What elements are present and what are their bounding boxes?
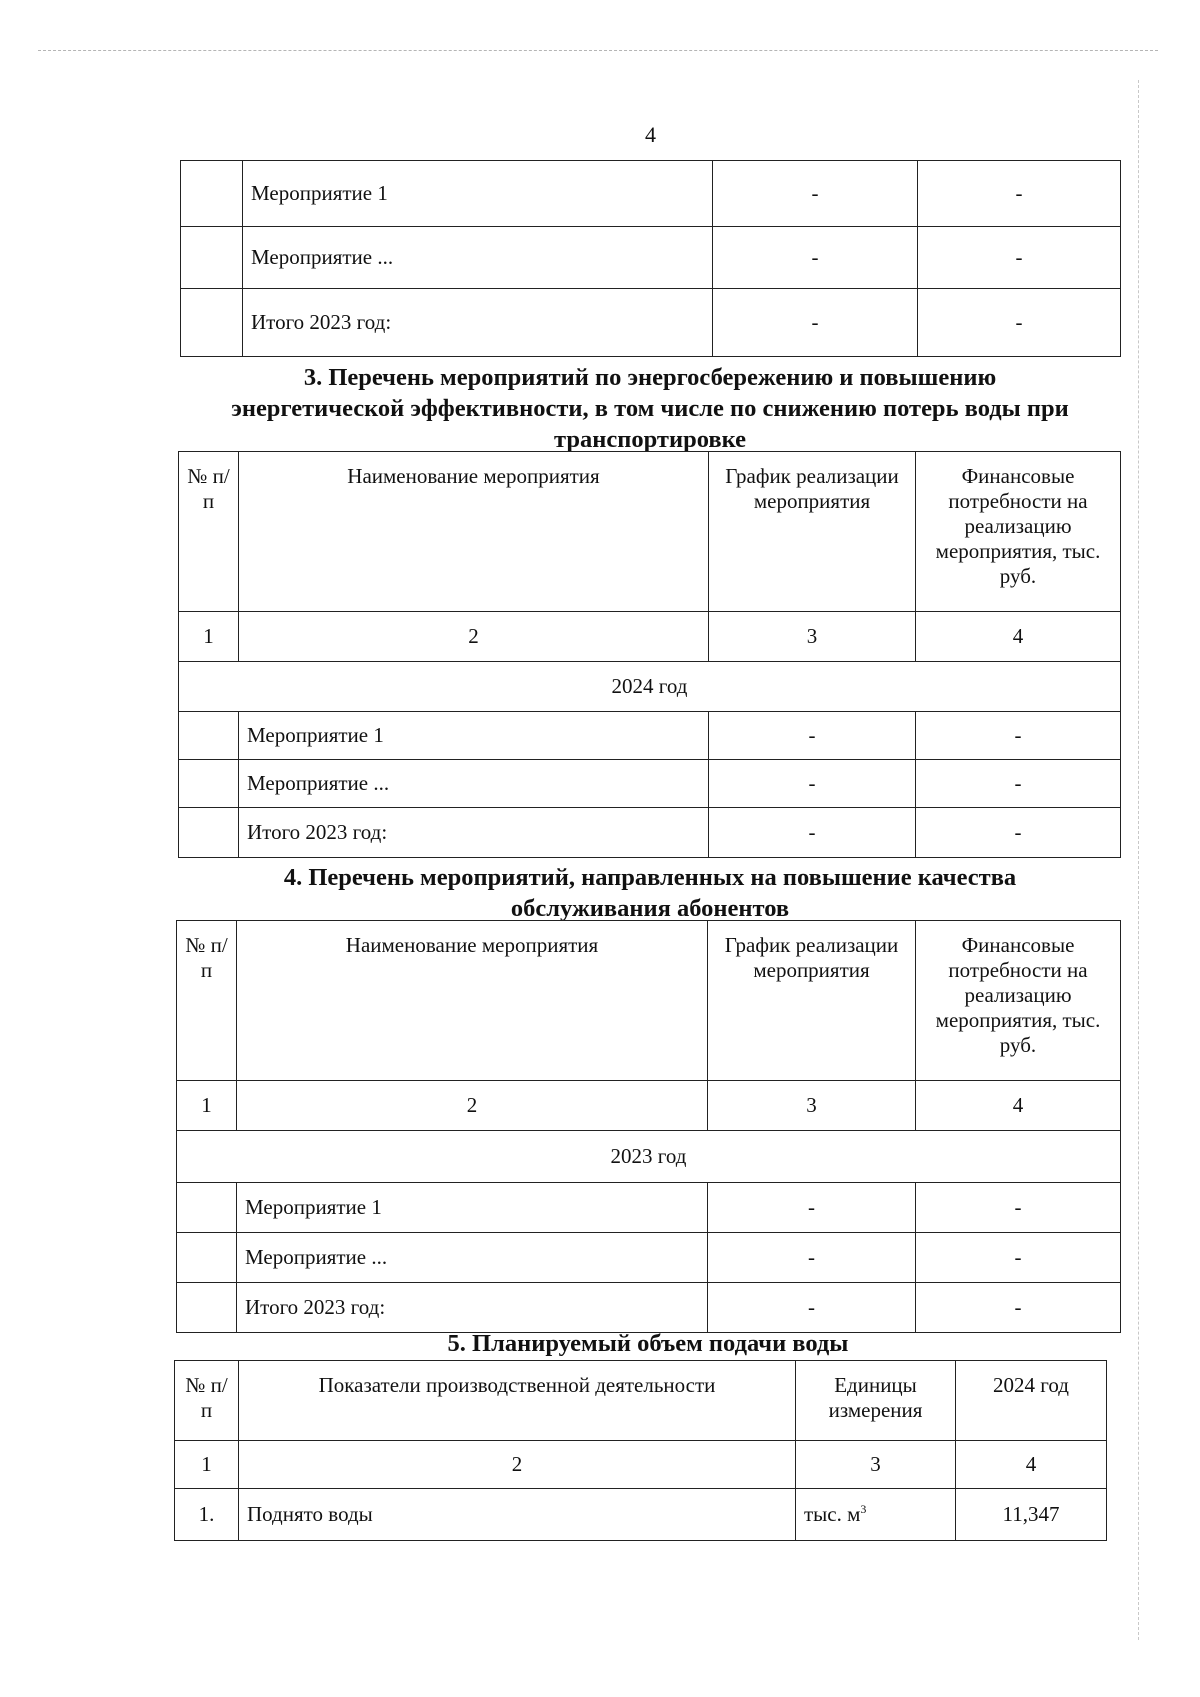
cell-name: Итого 2023 год:	[237, 1283, 708, 1333]
cell-num	[181, 227, 243, 289]
section5-table	[174, 1360, 1107, 1541]
scan-artifact-margin	[1138, 80, 1139, 1640]
colnum-3: 3	[796, 1441, 956, 1489]
cell-finance: -	[918, 289, 1121, 357]
cell-name: Мероприятие ...	[237, 1233, 708, 1283]
cell-name: Мероприятие 1	[237, 1183, 708, 1233]
cell-schedule: -	[708, 1183, 916, 1233]
table-numbering-row	[175, 1441, 1107, 1489]
cell-num	[181, 289, 243, 357]
cell-num	[181, 161, 243, 227]
colnum-2: 2	[239, 1441, 796, 1489]
table-header-row	[175, 1361, 1107, 1441]
section5-heading: 5. Планируемый объем подачи воды	[447, 1330, 849, 1357]
cell-schedule: -	[709, 712, 916, 760]
section4-table	[176, 920, 1121, 1333]
section4-heading-line2: обслуживания абонентов	[510, 895, 790, 922]
table-header-row	[177, 921, 1121, 1081]
table-numbering-row	[177, 1081, 1121, 1131]
colnum-1: 1	[179, 612, 239, 662]
table-row	[175, 1489, 1107, 1541]
table-top-continuation	[180, 160, 1121, 357]
header-name: Наименование мероприятия	[239, 452, 709, 612]
page-number: 4	[645, 122, 656, 147]
table-numbering-row	[179, 612, 1121, 662]
cell-num: 1.	[175, 1489, 239, 1541]
cell-num	[177, 1283, 237, 1333]
cell-num	[177, 1183, 237, 1233]
header-schedule: График реализации мероприятия	[709, 452, 916, 612]
year-label: 2024 год	[179, 662, 1121, 712]
cell-name: Мероприятие ...	[243, 227, 713, 289]
cell-schedule: -	[713, 227, 918, 289]
cell-num	[177, 1233, 237, 1283]
cell-num	[179, 760, 239, 808]
header-finance: Финансовые потребности на реализацию мероприятия, тыс. руб.	[916, 452, 1121, 612]
cell-schedule: -	[708, 1233, 916, 1283]
section4-heading	[180, 862, 1120, 924]
section3-table	[178, 451, 1121, 858]
header-finance: Финансовые потребности на реализацию мероприятия, тыс. руб.	[916, 921, 1121, 1081]
colnum-2: 2	[237, 1081, 708, 1131]
section3-heading-line3: транспортировке	[554, 426, 746, 453]
cell-finance: -	[916, 760, 1121, 808]
cell-finance: -	[916, 808, 1121, 858]
cell-value: 11,347	[956, 1489, 1107, 1541]
header-schedule: График реализации мероприятия	[708, 921, 916, 1081]
colnum-2: 2	[239, 612, 709, 662]
section3-heading-line2: энергетической эффективности, в том числе по снижению потерь воды при	[231, 395, 1069, 422]
cell-finance: -	[916, 1233, 1121, 1283]
cell-finance: -	[916, 712, 1121, 760]
cell-name: Итого 2023 год:	[239, 808, 709, 858]
unit-text: тыс. м	[804, 1502, 861, 1526]
table-row	[181, 289, 1121, 357]
header-num: № п/п	[179, 452, 239, 612]
header-indicator: Показатели производственной деятельности	[239, 1361, 796, 1441]
colnum-1: 1	[177, 1081, 237, 1131]
cell-finance: -	[918, 227, 1121, 289]
table-row	[181, 161, 1121, 227]
section4-heading-line1: 4. Перечень мероприятий, направленных на повышение качества	[283, 864, 1017, 891]
table-row	[181, 227, 1121, 289]
colnum-4: 4	[916, 612, 1121, 662]
header-unit: Единицы измерения	[796, 1361, 956, 1441]
cell-name: Мероприятие ...	[239, 760, 709, 808]
cell-finance: -	[918, 161, 1121, 227]
colnum-3: 3	[709, 612, 916, 662]
section3-heading-line1: 3. Перечень мероприятий по энергосбережению и повышению	[303, 364, 997, 391]
unit-superscript: 3	[860, 1502, 867, 1516]
cell-finance: -	[916, 1183, 1121, 1233]
header-num: № п/п	[175, 1361, 239, 1441]
cell-schedule: -	[708, 1283, 916, 1333]
cell-num	[179, 808, 239, 858]
cell-unit	[796, 1489, 956, 1541]
cell-schedule: -	[713, 289, 918, 357]
header-num: № п/п	[177, 921, 237, 1081]
table-year-row	[177, 1131, 1121, 1183]
table-row	[177, 1283, 1121, 1333]
table-row	[179, 712, 1121, 760]
header-year: 2024 год	[956, 1361, 1107, 1441]
colnum-1: 1	[175, 1441, 239, 1489]
table-row	[177, 1233, 1121, 1283]
cell-schedule: -	[709, 760, 916, 808]
colnum-3: 3	[708, 1081, 916, 1131]
table-row	[177, 1183, 1121, 1233]
table-row	[179, 808, 1121, 858]
section3-heading	[160, 362, 1140, 455]
cell-schedule: -	[709, 808, 916, 858]
cell-indicator: Поднято воды	[239, 1489, 796, 1541]
cell-finance: -	[916, 1283, 1121, 1333]
cell-schedule: -	[713, 161, 918, 227]
year-label: 2023 год	[177, 1131, 1121, 1183]
scan-artifact-line	[38, 50, 1158, 51]
cell-name: Мероприятие 1	[243, 161, 713, 227]
cell-num	[179, 712, 239, 760]
cell-name: Итого 2023 год:	[243, 289, 713, 357]
colnum-4: 4	[956, 1441, 1107, 1489]
table-year-row	[179, 662, 1121, 712]
cell-name: Мероприятие 1	[239, 712, 709, 760]
colnum-4: 4	[916, 1081, 1121, 1131]
header-name: Наименование мероприятия	[237, 921, 708, 1081]
table-header-row	[179, 452, 1121, 612]
table-row	[179, 760, 1121, 808]
